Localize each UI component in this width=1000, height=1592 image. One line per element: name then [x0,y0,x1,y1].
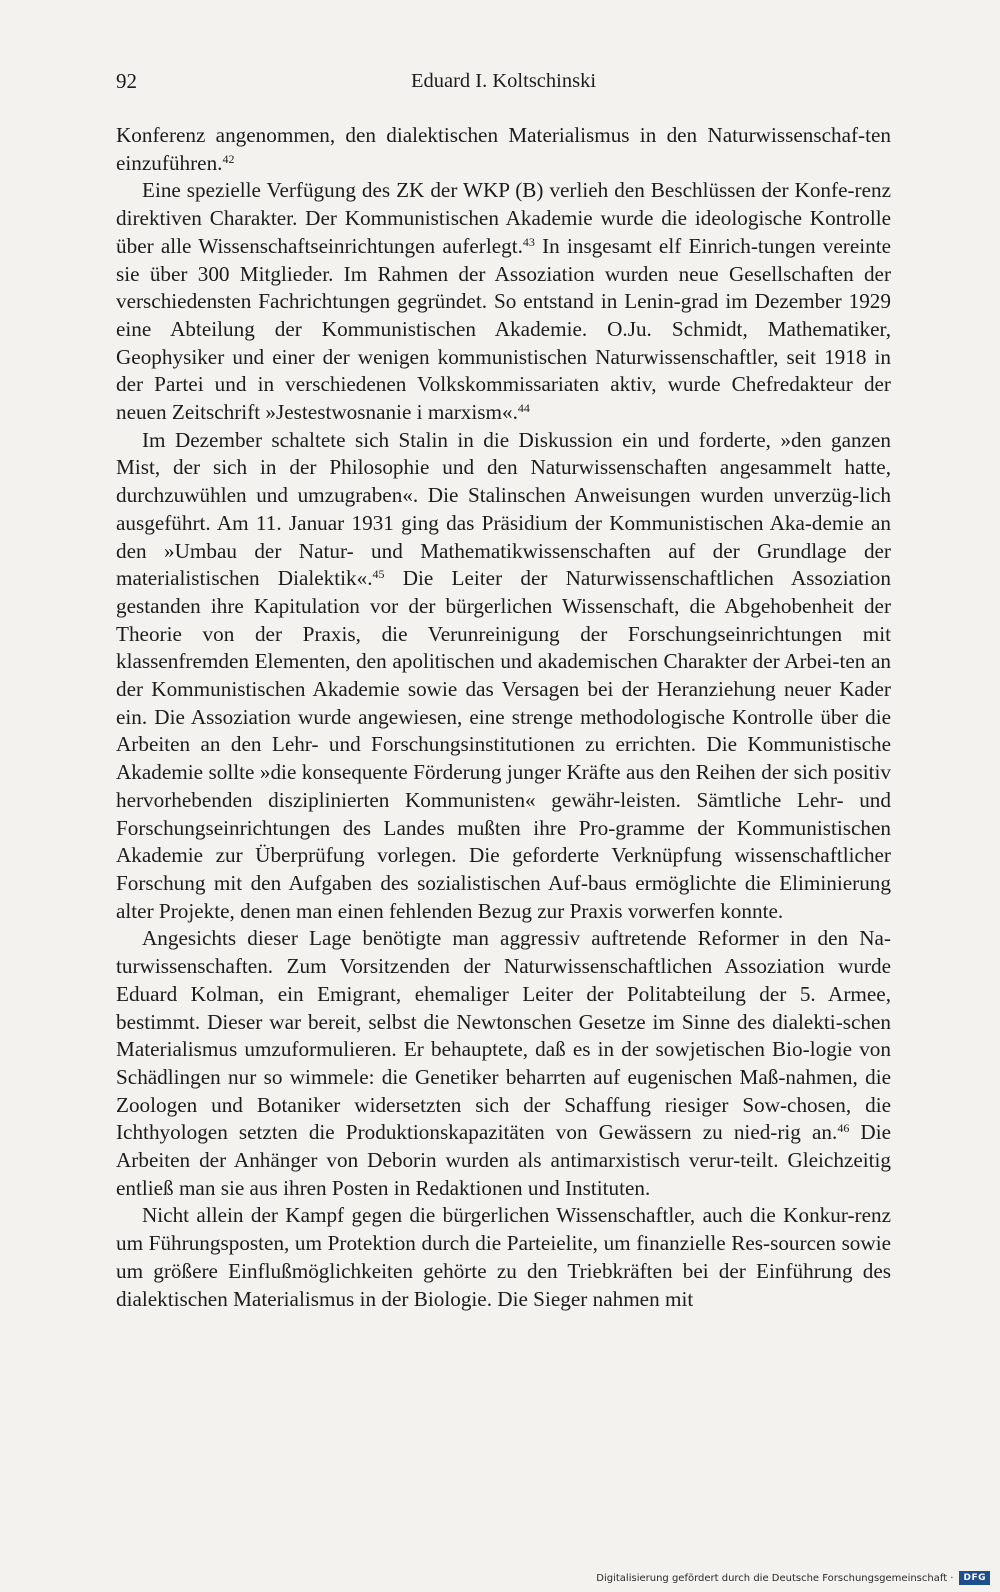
footnote-marker: 45 [372,567,385,582]
page-header [116,66,891,96]
footnote-marker: 46 [837,1121,850,1136]
paragraph-4 [116,925,891,1202]
text-segment: Die Arbeiten der Anhänger von Deborin wurden als antimarxistisch verur-teilt. Gleichzeitig entließ man sie aus ihren Posten in Redaktionen und Instituten. [116,1120,892,1200]
footnote-marker: 42 [222,151,235,166]
digitization-credit [596,1570,990,1586]
dfg-logo: DFG [959,1571,990,1585]
text-segment: In insgesamt elf Einrich-tungen vereinte sie über 300 Mitglieder. Im Rahmen der Assoziation wurden neue Gesellschaften der verschiedensten Fachrichtungen gegründet. So entstand in Lenin-grad im Dezember 1929 eine Abteilung der Kommunistischen Akademie. O.Ju. Schmidt, Mathematiker, Geophysiker und einer der wenigen kommunistischen Naturwissenschaftler, seit 1918 in der Partei und in verschiedenen Volkskommissariaten aktiv, wurde Chefredakteur der neuen Zeitschrift »Jestestwosnanie i marxism«. [116,233,891,425]
paragraph-1 [116,122,891,177]
footnote-marker: 44 [517,400,530,415]
paragraph-2 [116,177,891,426]
text-segment: Nicht allein der Kampf gegen die bürgerlichen Wissenschaftler, auch die Konkur-renz um Führungsposten, um Protektion durch die Parteielite, um finanzielle Res-sourcen sowie um größere Einflußmöglichkeiten gehörte zu den Triebkräften bei der Einführung des dialektischen Materialismus in der Biologie. Die Sieger nahmen mit [116,1203,891,1311]
text-segment: Im Dezember schaltete sich Stalin in die Diskussion ein und forderte, »den ganzen Mist, der sich in der Philosophie und den Naturwissenschaften angesammelt hatte, durchzuwühlen und umzugraben«. Die Stalinschen Anweisungen wurden unverzüg-lich ausgeführt. Am 11. Januar 1931 ging das Präsidium der Kommunistischen Aka-demie an den »Umbau der Natur- und Mathematikwissenschaften auf der Grundlage der materialistischen Dialektik«. [116,427,891,591]
text-segment: Die Leiter der Naturwissenschaftlichen Assoziation gestanden ihre Kapitulation vor der bürgerlichen Wissenschaft, die Abgehobenheit der Theorie von der Praxis, die Verunreinigung der Forschungseinrichtungen mit klassenfremden Elementen, den apolitischen und akademischen Charakter der Arbei-ten an der Kommunistischen Akademie sowie das Versagen bei der Heranziehung neuer Kader ein. Die Assoziation wurde angewiesen, eine strenge methodologische Kontrolle über die Arbeiten an den Lehr- und Forschungsinstitutionen zu errichten. Die Kommunistische Akademie sollte »die konsequente Förderung junger Kräfte aus den Reihen der sich positiv hervorhebenden disziplinierten Kommunisten« gewähr-leisten. Sämtliche Lehr- und Forschungseinrichtungen des Landes mußten ihre Pro-gramme der Kommunistischen Akademie zur Überprüfung vorlegen. Die geforderte Verknüpfung wissenschaftlicher Forschung mit den Aufgaben des sozialistischen Auf-baus ermöglichte die Eliminierung alter Projekte, denen man einen fehlenden Bezug zur Praxis vorwerfen konnte. [116,566,891,923]
text-segment: Angesichts dieser Lage benötigte man aggressiv auftretende Reformer in den Na-turwissenschaften. Zum Vorsitzenden der Naturwissenschaftlichen Assoziation wurde Eduard Kolman, ein Emigrant, ehemaliger Leiter der Politabteilung der 5. Armee, bestimmt. Dieser war bereit, selbst die Newtonschen Gesetze im Sinne des dialekti-schen Materialismus umzuformulieren. Er behauptete, daß es in der sowjetischen Bio-logie von Schädlingen nur so wimmele: die Genetiker beharrten auf eugenischen Maß-nahmen, die Zoologen und Botaniker widersetzten sich der Schaffung riesiger Sow-chosen, die Ichthyologen setzten die Produktionskapazitäten von Gewässern zu nied-rig an. [116,926,891,1145]
text-segment: Konferenz angenommen, den dialektischen Materialismus in den Naturwissenschaf-ten einzuführen. [116,123,891,175]
text-segment: Eine spezielle Verfügung des ZK der WKP (B) verlieh den Beschlüssen der Konfe-renz direktiven Charakter. Der Kommunistischen Akademie wurde die ideologische Kontrolle über alle Wissenschaftseinrichtungen auferlegt. [116,178,891,258]
running-head: Eduard I. Koltschinski [410,70,597,92]
page-number: 92 [116,69,137,93]
paragraph-5 [116,1202,891,1313]
credit-text: Digitalisierung gefördert durch die Deutsche Forschungsgemeinschaft · [596,1572,954,1584]
body-text [116,122,891,1313]
paragraph-3 [116,427,891,926]
footnote-marker: 43 [522,234,535,249]
